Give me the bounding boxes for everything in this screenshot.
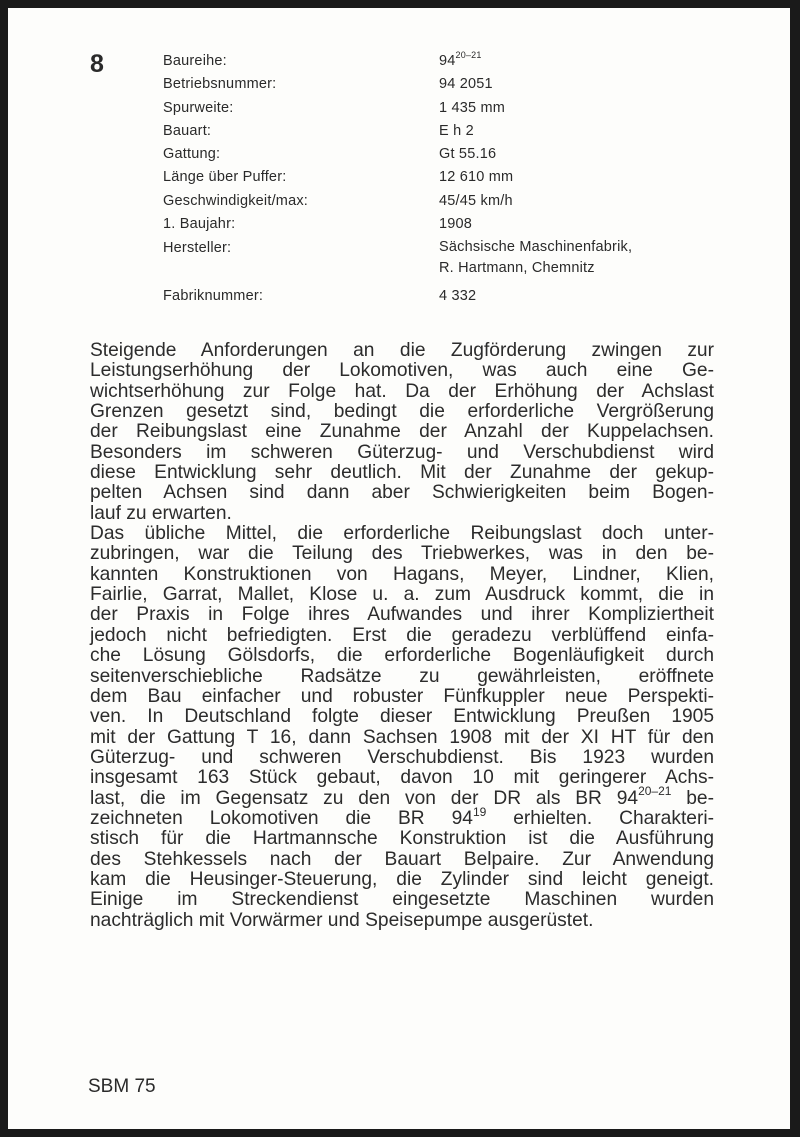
spec-value: 12 610 mm [439, 169, 514, 186]
spec-row-gattung [163, 143, 723, 166]
spec-row-betriebsnummer [163, 73, 723, 96]
spec-value: 1 435 mm [439, 99, 506, 116]
description-text [90, 341, 714, 931]
spec-row-baujahr [163, 213, 723, 236]
text-line: Güterzug- und schweren Verschubdienst. Bis 1923 wurden [90, 746, 714, 768]
spec-label: 1. Baujahr: [163, 216, 236, 233]
text-line: Das übliche Mittel, die erforderliche Reibungslast doch unter- [90, 523, 714, 545]
spec-row-spurweite [163, 97, 723, 120]
text-line: ven. In Deutschland folgte dieser Entwicklung Preußen 1905 [90, 706, 714, 728]
spec-label: Betriebsnummer: [163, 76, 277, 93]
text-line: stisch für die Hartmannsche Konstruktion ist die Ausführung [90, 828, 714, 850]
spec-row-bauart [163, 120, 723, 143]
text-line: Einige im Streckendienst eingesetzte Maschinen wurden [90, 889, 714, 911]
spec-label: Bauart: [163, 122, 212, 139]
text-line: kannten Konstruktionen von Hagans, Meyer, Lindner, Klien, [90, 563, 714, 585]
text-line: jedoch nicht befriedigten. Erst die geradezu verblüffend einfa- [90, 624, 714, 646]
text-line: der Reibungslast eine Zunahme der Anzahl der Kuppelachsen. [90, 421, 714, 443]
text-line: che Lösung Gölsdorfs, die erforderliche Bogenläufigkeit durch [90, 645, 714, 667]
spec-label: Fabriknummer: [163, 288, 264, 305]
text-line: kam die Heusinger-Steuerung, die Zylinder sind leicht geneigt. [90, 868, 714, 890]
spec-label: Hersteller: [163, 240, 232, 257]
text-line: lauf zu erwarten. [90, 502, 232, 524]
spec-label: Spurweite: [163, 99, 234, 116]
text-line: der Praxis in Folge ihres Aufwandes und ihrer Kompliziertheit [90, 604, 714, 626]
text-line: last, die im Gegensatz zu den von der DR als BR 94$^{20-21}$ be- [90, 784, 714, 809]
spec-value: Gt 55.16 [439, 146, 497, 163]
text-line: pelten Achsen sind dann aber Schwierigkeiten beim Bogen- [90, 482, 714, 504]
spec-value: 1908 [439, 216, 473, 233]
text-line: dem Bau einfacher und robuster Fünfkuppler neue Perspekti- [90, 685, 714, 707]
text-line: des Stehkessels nach der Bauart Belpaire. Zur Anwendung [90, 848, 714, 870]
spec-value: 94 2051 [439, 76, 493, 93]
spec-label: Baureihe: [163, 53, 227, 69]
text-line: Steigende Anforderungen an die Zugförderung zwingen zur [90, 340, 714, 361]
spec-value: Sächsische Maschinenfabrik, R. Hartmann, Chemnitz [439, 239, 633, 277]
spec-value: E h 2 [439, 122, 474, 139]
spec-table [163, 50, 723, 309]
spec-row-baureihe [163, 50, 723, 73]
spec-value: 94$^{20-21}$ [439, 50, 482, 69]
spec-row-fabriknummer [163, 285, 723, 308]
text-line: Grenzen gesetzt sind, bedingt die erforderliche Vergrößerung [90, 401, 714, 423]
spec-row-laenge [163, 166, 723, 189]
text-line: zeichneten Lokomotiven die BR $94^{19}$ erhielten. Charakteri- [90, 804, 714, 829]
text-line: Fairlie, Garrat, Mallet, Klose u. a. zum Ausdruck kommt, die in [90, 584, 714, 606]
text-line: diese Entwicklung sehr deutlich. Mit der Zunahme der gekup- [90, 462, 714, 484]
info-card [8, 8, 790, 1129]
text-line: seitenverschiebliche Radsätze zu gewährleisten, eröffnete [90, 665, 714, 687]
spec-value: 4 332 [439, 288, 477, 305]
spec-label: Länge über Puffer: [163, 169, 287, 186]
spec-label: Gattung: [163, 146, 221, 163]
text-line: insgesamt 163 Stück gebaut, davon 10 mit geringerer Achs- [90, 767, 714, 789]
text-line: nachträglich mit Vorwärmer und Speisepumpe ausgerüstet. [90, 909, 594, 931]
text-line: Besonders im schweren Güterzug- und Verschubdienst wird [90, 441, 714, 463]
spec-row-geschwindigkeit [163, 190, 723, 213]
text-line: mit der Gattung T 16, dann Sachsen 1908 mit der XI HT für den [90, 726, 714, 748]
text-line: Leistungserhöhung der Lokomotiven, was auch eine Ge- [90, 360, 714, 382]
spec-row-hersteller [163, 236, 723, 285]
text-line: wichtserhöhung zur Folge hat. Da der Erhöhung der Achslast [90, 380, 714, 402]
series-code: SBM 75 [88, 1076, 156, 1097]
card-number: 8 [90, 50, 104, 78]
text-line: zubringen, war die Teilung des Triebwerkes, was in den be- [90, 543, 714, 565]
spec-value: 45/45 km/h [439, 192, 513, 209]
spec-label: Geschwindigkeit/max: [163, 192, 309, 209]
